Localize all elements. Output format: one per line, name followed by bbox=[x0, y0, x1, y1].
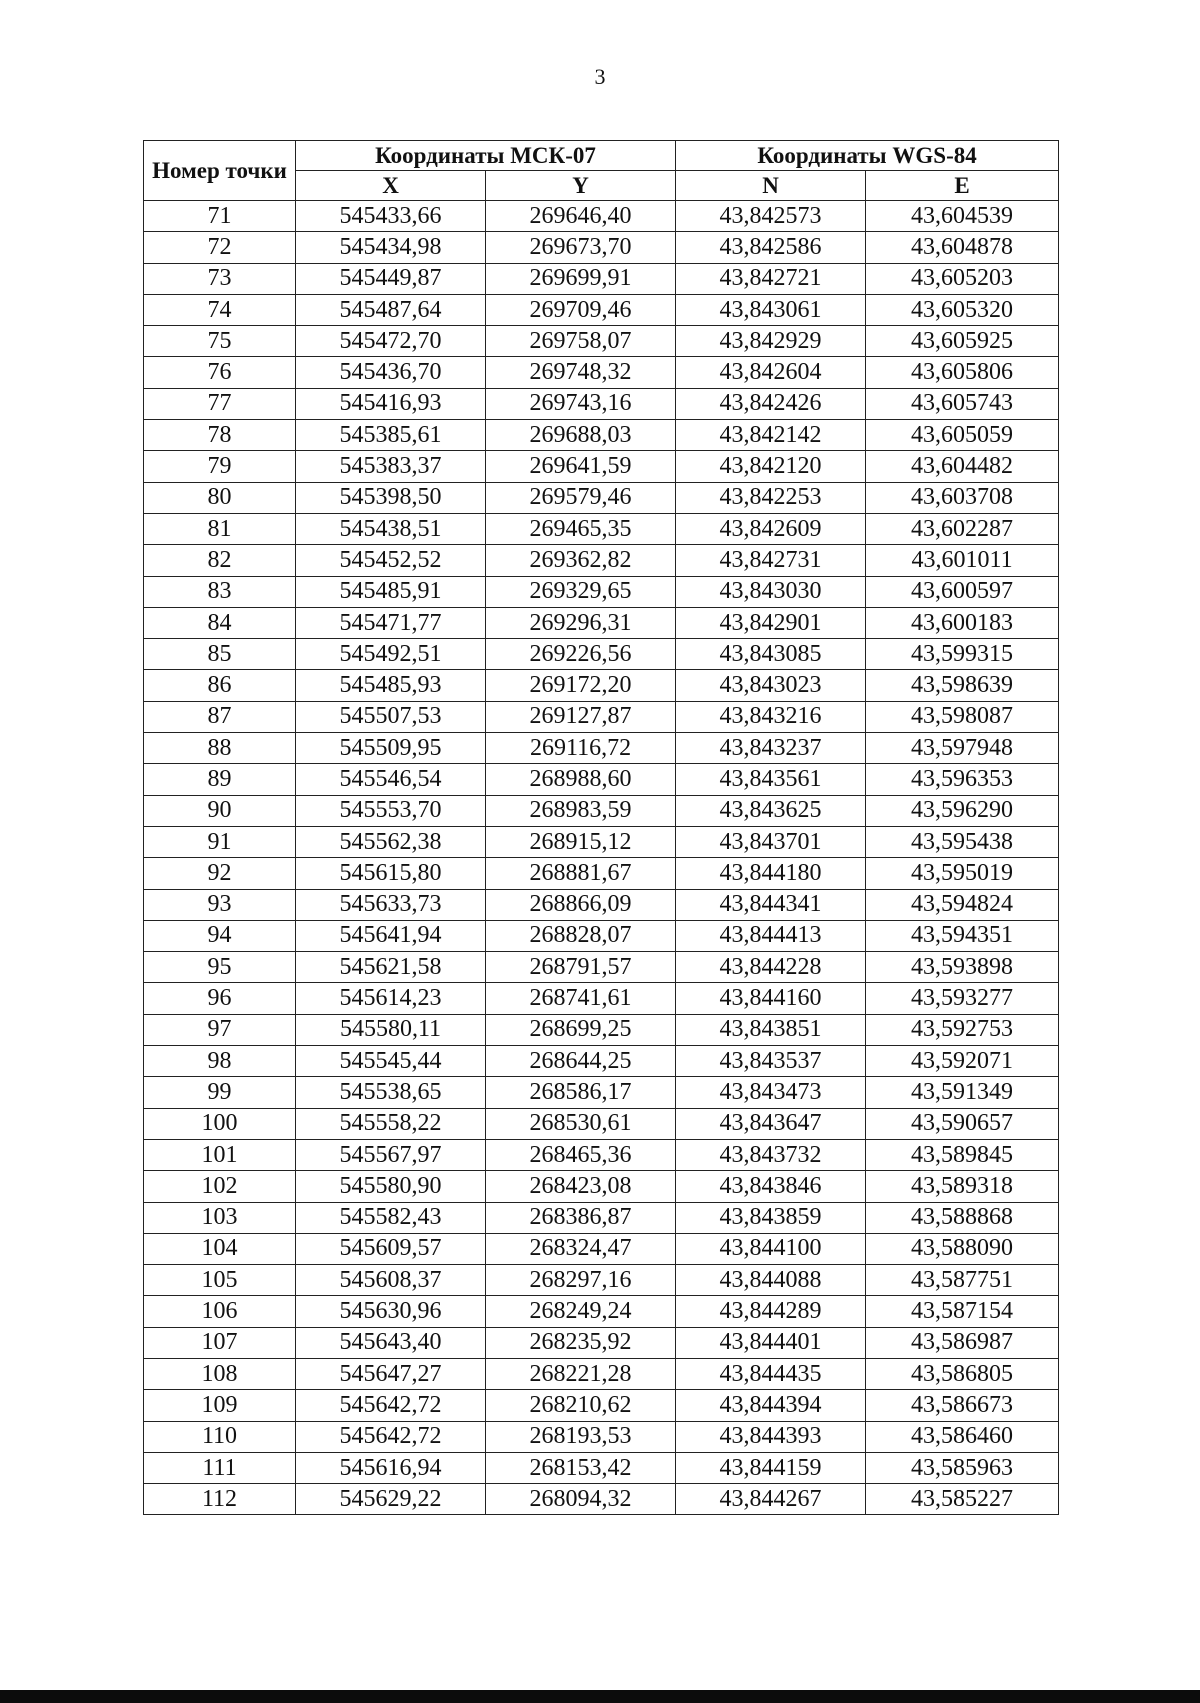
cell-x: 545471,77 bbox=[296, 607, 486, 638]
cell-y: 268324,47 bbox=[486, 1233, 676, 1264]
cell-e: 43,600183 bbox=[866, 607, 1059, 638]
header-msk07-group: Координаты МСК-07 bbox=[296, 141, 676, 171]
cell-n: 43,843237 bbox=[676, 733, 866, 764]
cell-point-number: 107 bbox=[144, 1327, 296, 1358]
table-row bbox=[144, 326, 1059, 357]
cell-x: 545558,22 bbox=[296, 1108, 486, 1139]
table-row bbox=[144, 983, 1059, 1014]
cell-y: 269758,07 bbox=[486, 326, 676, 357]
cell-x: 545538,65 bbox=[296, 1077, 486, 1108]
cell-e: 43,595019 bbox=[866, 858, 1059, 889]
cell-point-number: 99 bbox=[144, 1077, 296, 1108]
cell-e: 43,596290 bbox=[866, 795, 1059, 826]
cell-n: 43,844228 bbox=[676, 952, 866, 983]
cell-e: 43,587751 bbox=[866, 1265, 1059, 1296]
cell-x: 545485,93 bbox=[296, 670, 486, 701]
table-row bbox=[144, 1327, 1059, 1358]
cell-x: 545647,27 bbox=[296, 1358, 486, 1389]
cell-y: 269743,16 bbox=[486, 388, 676, 419]
cell-point-number: 112 bbox=[144, 1484, 296, 1515]
cell-n: 43,843030 bbox=[676, 576, 866, 607]
cell-point-number: 75 bbox=[144, 326, 296, 357]
cell-n: 43,842586 bbox=[676, 232, 866, 263]
cell-e: 43,598639 bbox=[866, 670, 1059, 701]
cell-n: 43,844435 bbox=[676, 1358, 866, 1389]
cell-point-number: 98 bbox=[144, 1046, 296, 1077]
cell-y: 268791,57 bbox=[486, 952, 676, 983]
table-row bbox=[144, 1108, 1059, 1139]
cell-x: 545643,40 bbox=[296, 1327, 486, 1358]
cell-point-number: 86 bbox=[144, 670, 296, 701]
cell-x: 545434,98 bbox=[296, 232, 486, 263]
cell-e: 43,595438 bbox=[866, 826, 1059, 857]
table-row bbox=[144, 1139, 1059, 1170]
cell-e: 43,592753 bbox=[866, 1014, 1059, 1045]
cell-e: 43,604878 bbox=[866, 232, 1059, 263]
table-row bbox=[144, 294, 1059, 325]
cell-n: 43,844401 bbox=[676, 1327, 866, 1358]
cell-point-number: 104 bbox=[144, 1233, 296, 1264]
cell-y: 268644,25 bbox=[486, 1046, 676, 1077]
table-row bbox=[144, 920, 1059, 951]
header-point-number: Номер точки bbox=[144, 141, 296, 201]
cell-point-number: 100 bbox=[144, 1108, 296, 1139]
cell-y: 269646,40 bbox=[486, 201, 676, 232]
cell-x: 545615,80 bbox=[296, 858, 486, 889]
cell-point-number: 85 bbox=[144, 639, 296, 670]
cell-y: 268741,61 bbox=[486, 983, 676, 1014]
cell-x: 545436,70 bbox=[296, 357, 486, 388]
cell-point-number: 89 bbox=[144, 764, 296, 795]
table-row bbox=[144, 1358, 1059, 1389]
cell-point-number: 77 bbox=[144, 388, 296, 419]
cell-y: 268881,67 bbox=[486, 858, 676, 889]
cell-point-number: 72 bbox=[144, 232, 296, 263]
cell-y: 268530,61 bbox=[486, 1108, 676, 1139]
cell-x: 545492,51 bbox=[296, 639, 486, 670]
table-row bbox=[144, 1296, 1059, 1327]
cell-y: 268235,92 bbox=[486, 1327, 676, 1358]
table-row bbox=[144, 1421, 1059, 1452]
cell-x: 545642,72 bbox=[296, 1421, 486, 1452]
cell-x: 545485,91 bbox=[296, 576, 486, 607]
cell-e: 43,585963 bbox=[866, 1452, 1059, 1483]
cell-e: 43,586805 bbox=[866, 1358, 1059, 1389]
cell-e: 43,593277 bbox=[866, 983, 1059, 1014]
cell-n: 43,844394 bbox=[676, 1390, 866, 1421]
cell-y: 268983,59 bbox=[486, 795, 676, 826]
table-row bbox=[144, 545, 1059, 576]
coordinates-table bbox=[143, 140, 1059, 1515]
cell-e: 43,598087 bbox=[866, 701, 1059, 732]
cell-point-number: 76 bbox=[144, 357, 296, 388]
cell-x: 545487,64 bbox=[296, 294, 486, 325]
cell-n: 43,844341 bbox=[676, 889, 866, 920]
cell-e: 43,597948 bbox=[866, 733, 1059, 764]
cell-e: 43,605743 bbox=[866, 388, 1059, 419]
cell-e: 43,589318 bbox=[866, 1171, 1059, 1202]
cell-x: 545545,44 bbox=[296, 1046, 486, 1077]
cell-point-number: 97 bbox=[144, 1014, 296, 1045]
page-number: 3 bbox=[594, 64, 606, 89]
cell-e: 43,586987 bbox=[866, 1327, 1059, 1358]
cell-e: 43,591349 bbox=[866, 1077, 1059, 1108]
cell-point-number: 78 bbox=[144, 420, 296, 451]
cell-n: 43,843859 bbox=[676, 1202, 866, 1233]
cell-y: 269362,82 bbox=[486, 545, 676, 576]
cell-n: 43,842120 bbox=[676, 451, 866, 482]
cell-y: 268386,87 bbox=[486, 1202, 676, 1233]
cell-x: 545641,94 bbox=[296, 920, 486, 951]
table-row bbox=[144, 201, 1059, 232]
cell-y: 268210,62 bbox=[486, 1390, 676, 1421]
cell-y: 269641,59 bbox=[486, 451, 676, 482]
cell-n: 43,844100 bbox=[676, 1233, 866, 1264]
table-row bbox=[144, 1046, 1059, 1077]
cell-point-number: 96 bbox=[144, 983, 296, 1014]
cell-point-number: 81 bbox=[144, 513, 296, 544]
cell-y: 269579,46 bbox=[486, 482, 676, 513]
cell-n: 43,844159 bbox=[676, 1452, 866, 1483]
cell-y: 268465,36 bbox=[486, 1139, 676, 1170]
cell-n: 43,842609 bbox=[676, 513, 866, 544]
cell-x: 545580,11 bbox=[296, 1014, 486, 1045]
cell-x: 545398,50 bbox=[296, 482, 486, 513]
cell-point-number: 105 bbox=[144, 1265, 296, 1296]
cell-y: 269127,87 bbox=[486, 701, 676, 732]
cell-n: 43,844160 bbox=[676, 983, 866, 1014]
header-e: E bbox=[866, 171, 1059, 201]
table-row bbox=[144, 1014, 1059, 1045]
cell-point-number: 102 bbox=[144, 1171, 296, 1202]
cell-x: 545553,70 bbox=[296, 795, 486, 826]
cell-point-number: 109 bbox=[144, 1390, 296, 1421]
cell-e: 43,593898 bbox=[866, 952, 1059, 983]
cell-e: 43,603708 bbox=[866, 482, 1059, 513]
cell-x: 545582,43 bbox=[296, 1202, 486, 1233]
cell-y: 269226,56 bbox=[486, 639, 676, 670]
cell-x: 545614,23 bbox=[296, 983, 486, 1014]
cell-x: 545449,87 bbox=[296, 263, 486, 294]
cell-x: 545562,38 bbox=[296, 826, 486, 857]
cell-e: 43,588868 bbox=[866, 1202, 1059, 1233]
table-row bbox=[144, 826, 1059, 857]
cell-y: 268915,12 bbox=[486, 826, 676, 857]
cell-x: 545472,70 bbox=[296, 326, 486, 357]
cell-n: 43,843625 bbox=[676, 795, 866, 826]
cell-y: 268249,24 bbox=[486, 1296, 676, 1327]
cell-e: 43,605925 bbox=[866, 326, 1059, 357]
cell-point-number: 94 bbox=[144, 920, 296, 951]
cell-y: 268828,07 bbox=[486, 920, 676, 951]
cell-n: 43,844088 bbox=[676, 1265, 866, 1296]
cell-point-number: 110 bbox=[144, 1421, 296, 1452]
scan-edge-bar bbox=[0, 1690, 1200, 1703]
cell-n: 43,844267 bbox=[676, 1484, 866, 1515]
cell-x: 545433,66 bbox=[296, 201, 486, 232]
cell-e: 43,586673 bbox=[866, 1390, 1059, 1421]
cell-n: 43,842142 bbox=[676, 420, 866, 451]
cell-n: 43,844180 bbox=[676, 858, 866, 889]
table-row bbox=[144, 1202, 1059, 1233]
cell-e: 43,605059 bbox=[866, 420, 1059, 451]
cell-e: 43,605203 bbox=[866, 263, 1059, 294]
cell-x: 545546,54 bbox=[296, 764, 486, 795]
cell-y: 269116,72 bbox=[486, 733, 676, 764]
cell-n: 43,843473 bbox=[676, 1077, 866, 1108]
table-row bbox=[144, 1265, 1059, 1296]
header-y: Y bbox=[486, 171, 676, 201]
cell-point-number: 111 bbox=[144, 1452, 296, 1483]
table-row bbox=[144, 513, 1059, 544]
cell-x: 545642,72 bbox=[296, 1390, 486, 1421]
cell-x: 545616,94 bbox=[296, 1452, 486, 1483]
table-row bbox=[144, 889, 1059, 920]
cell-n: 43,843537 bbox=[676, 1046, 866, 1077]
cell-y: 268297,16 bbox=[486, 1265, 676, 1296]
cell-y: 268699,25 bbox=[486, 1014, 676, 1045]
cell-y: 268988,60 bbox=[486, 764, 676, 795]
table-row bbox=[144, 733, 1059, 764]
cell-e: 43,605320 bbox=[866, 294, 1059, 325]
cell-y: 269465,35 bbox=[486, 513, 676, 544]
table-row bbox=[144, 357, 1059, 388]
cell-e: 43,592071 bbox=[866, 1046, 1059, 1077]
cell-point-number: 92 bbox=[144, 858, 296, 889]
cell-point-number: 103 bbox=[144, 1202, 296, 1233]
table-row bbox=[144, 764, 1059, 795]
cell-point-number: 83 bbox=[144, 576, 296, 607]
cell-n: 43,843846 bbox=[676, 1171, 866, 1202]
cell-n: 43,843561 bbox=[676, 764, 866, 795]
cell-n: 43,843061 bbox=[676, 294, 866, 325]
table-row bbox=[144, 388, 1059, 419]
cell-e: 43,599315 bbox=[866, 639, 1059, 670]
cell-n: 43,842929 bbox=[676, 326, 866, 357]
table-row bbox=[144, 858, 1059, 889]
table-row bbox=[144, 1077, 1059, 1108]
cell-e: 43,600597 bbox=[866, 576, 1059, 607]
cell-x: 545633,73 bbox=[296, 889, 486, 920]
cell-point-number: 88 bbox=[144, 733, 296, 764]
cell-y: 269296,31 bbox=[486, 607, 676, 638]
cell-n: 43,843701 bbox=[676, 826, 866, 857]
cell-point-number: 101 bbox=[144, 1139, 296, 1170]
cell-n: 43,843023 bbox=[676, 670, 866, 701]
cell-point-number: 91 bbox=[144, 826, 296, 857]
cell-e: 43,585227 bbox=[866, 1484, 1059, 1515]
cell-y: 269748,32 bbox=[486, 357, 676, 388]
header-x: X bbox=[296, 171, 486, 201]
cell-point-number: 84 bbox=[144, 607, 296, 638]
cell-e: 43,588090 bbox=[866, 1233, 1059, 1264]
cell-x: 545567,97 bbox=[296, 1139, 486, 1170]
cell-e: 43,587154 bbox=[866, 1296, 1059, 1327]
cell-n: 43,844413 bbox=[676, 920, 866, 951]
cell-y: 269172,20 bbox=[486, 670, 676, 701]
cell-y: 268153,42 bbox=[486, 1452, 676, 1483]
cell-n: 43,843732 bbox=[676, 1139, 866, 1170]
table-header bbox=[144, 141, 1059, 201]
table-row bbox=[144, 607, 1059, 638]
cell-n: 43,842721 bbox=[676, 263, 866, 294]
cell-point-number: 79 bbox=[144, 451, 296, 482]
cell-e: 43,594824 bbox=[866, 889, 1059, 920]
table-row bbox=[144, 670, 1059, 701]
cell-n: 43,843647 bbox=[676, 1108, 866, 1139]
cell-e: 43,596353 bbox=[866, 764, 1059, 795]
cell-n: 43,842731 bbox=[676, 545, 866, 576]
cell-y: 268586,17 bbox=[486, 1077, 676, 1108]
cell-n: 43,842253 bbox=[676, 482, 866, 513]
table-row bbox=[144, 420, 1059, 451]
cell-point-number: 71 bbox=[144, 201, 296, 232]
cell-x: 545383,37 bbox=[296, 451, 486, 482]
cell-x: 545621,58 bbox=[296, 952, 486, 983]
cell-y: 269688,03 bbox=[486, 420, 676, 451]
cell-n: 43,843851 bbox=[676, 1014, 866, 1045]
table-row bbox=[144, 232, 1059, 263]
table-row bbox=[144, 1390, 1059, 1421]
cell-n: 43,842901 bbox=[676, 607, 866, 638]
cell-e: 43,605806 bbox=[866, 357, 1059, 388]
cell-x: 545507,53 bbox=[296, 701, 486, 732]
table-row bbox=[144, 263, 1059, 294]
cell-e: 43,601011 bbox=[866, 545, 1059, 576]
cell-e: 43,590657 bbox=[866, 1108, 1059, 1139]
table-row bbox=[144, 1171, 1059, 1202]
cell-x: 545608,37 bbox=[296, 1265, 486, 1296]
cell-y: 269699,91 bbox=[486, 263, 676, 294]
cell-e: 43,589845 bbox=[866, 1139, 1059, 1170]
cell-point-number: 74 bbox=[144, 294, 296, 325]
cell-n: 43,844289 bbox=[676, 1296, 866, 1327]
cell-x: 545609,57 bbox=[296, 1233, 486, 1264]
cell-x: 545452,52 bbox=[296, 545, 486, 576]
table-body bbox=[144, 201, 1059, 1515]
cell-point-number: 80 bbox=[144, 482, 296, 513]
cell-point-number: 108 bbox=[144, 1358, 296, 1389]
cell-point-number: 106 bbox=[144, 1296, 296, 1327]
table-row bbox=[144, 576, 1059, 607]
cell-x: 545438,51 bbox=[296, 513, 486, 544]
cell-e: 43,602287 bbox=[866, 513, 1059, 544]
cell-point-number: 95 bbox=[144, 952, 296, 983]
table-row bbox=[144, 701, 1059, 732]
cell-x: 545580,90 bbox=[296, 1171, 486, 1202]
cell-n: 43,842426 bbox=[676, 388, 866, 419]
table-row bbox=[144, 1484, 1059, 1515]
cell-n: 43,844393 bbox=[676, 1421, 866, 1452]
cell-point-number: 90 bbox=[144, 795, 296, 826]
cell-e: 43,594351 bbox=[866, 920, 1059, 951]
cell-point-number: 87 bbox=[144, 701, 296, 732]
cell-y: 268221,28 bbox=[486, 1358, 676, 1389]
header-n: N bbox=[676, 171, 866, 201]
cell-n: 43,842573 bbox=[676, 201, 866, 232]
cell-y: 268094,32 bbox=[486, 1484, 676, 1515]
cell-point-number: 82 bbox=[144, 545, 296, 576]
cell-point-number: 73 bbox=[144, 263, 296, 294]
cell-n: 43,843216 bbox=[676, 701, 866, 732]
table-row bbox=[144, 1233, 1059, 1264]
table-row bbox=[144, 451, 1059, 482]
cell-y: 269329,65 bbox=[486, 576, 676, 607]
cell-e: 43,604539 bbox=[866, 201, 1059, 232]
cell-x: 545416,93 bbox=[296, 388, 486, 419]
table-row bbox=[144, 482, 1059, 513]
cell-x: 545630,96 bbox=[296, 1296, 486, 1327]
table-row bbox=[144, 952, 1059, 983]
table-row bbox=[144, 639, 1059, 670]
cell-e: 43,586460 bbox=[866, 1421, 1059, 1452]
header-wgs84-group: Координаты WGS-84 bbox=[676, 141, 1059, 171]
cell-point-number: 93 bbox=[144, 889, 296, 920]
cell-y: 268866,09 bbox=[486, 889, 676, 920]
cell-x: 545509,95 bbox=[296, 733, 486, 764]
table-row bbox=[144, 795, 1059, 826]
cell-y: 269709,46 bbox=[486, 294, 676, 325]
cell-e: 43,604482 bbox=[866, 451, 1059, 482]
cell-n: 43,842604 bbox=[676, 357, 866, 388]
cell-n: 43,843085 bbox=[676, 639, 866, 670]
cell-y: 268193,53 bbox=[486, 1421, 676, 1452]
cell-x: 545629,22 bbox=[296, 1484, 486, 1515]
table-row bbox=[144, 1452, 1059, 1483]
cell-y: 269673,70 bbox=[486, 232, 676, 263]
cell-x: 545385,61 bbox=[296, 420, 486, 451]
cell-y: 268423,08 bbox=[486, 1171, 676, 1202]
